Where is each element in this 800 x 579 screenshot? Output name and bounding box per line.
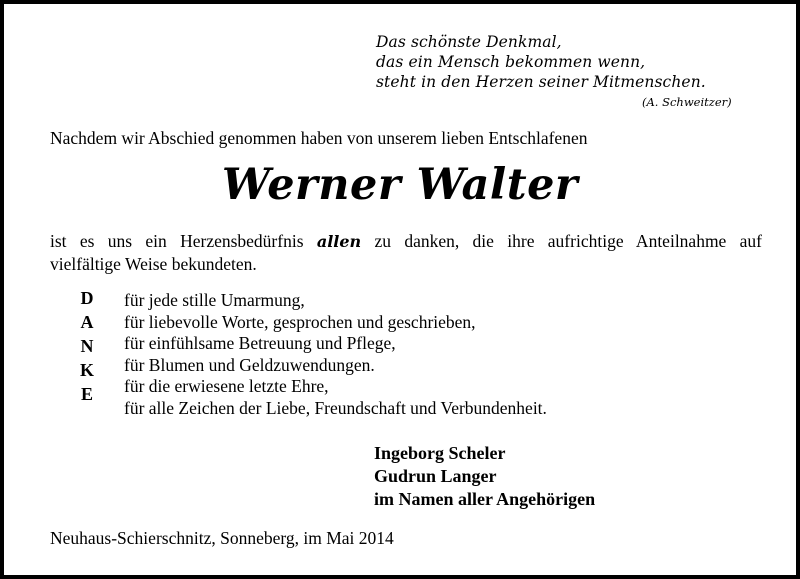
thanks-line: vielfältige Weise bekundeten. <box>50 254 257 274</box>
quote-author: (A. Schweitzer) <box>642 95 732 109</box>
quote-line: Das schönste Denkmal, <box>376 33 562 51</box>
signature-name: Gudrun Langer <box>374 466 497 486</box>
danke-item: für jede stille Umarmung, <box>124 290 305 310</box>
quote-line: das ein Mensch bekommen wenn, <box>376 53 646 71</box>
danke-letter: D <box>80 288 94 308</box>
danke-letter: N <box>80 336 94 356</box>
danke-letter: A <box>80 312 94 332</box>
thanks-emphasis: allen <box>316 232 362 251</box>
danke-acrostic <box>72 286 102 406</box>
danke-item: für einfühlsame Betreuung und Pflege, <box>124 333 396 353</box>
signature-name: Ingeborg Scheler <box>374 443 506 463</box>
danke-item: für die erwiesene letzte Ehre, <box>124 376 329 396</box>
danke-item: für alle Zeichen der Liebe, Freundschaft und Verbundenheit. <box>124 397 547 418</box>
danke-list <box>124 290 547 419</box>
deceased-name: Werner Walter <box>221 160 579 210</box>
thanks-line <box>50 230 762 253</box>
quote-line: steht in den Herzen seiner Mitmenschen. <box>376 73 706 91</box>
place-and-date: Neuhaus-Schierschnitz, Sonneberg, im Mai 2014 <box>50 528 394 548</box>
thanks-paragraph <box>50 230 762 275</box>
intro-text: Nachdem wir Abschied genommen haben von unserem lieben Entschlafenen <box>50 128 588 148</box>
signature-block <box>374 442 595 511</box>
danke-item: für Blumen und Geldzuwendungen. <box>124 354 375 375</box>
thanks-text: ist es uns ein Herzensbedürfnis <box>50 231 317 251</box>
quote-block <box>376 32 766 92</box>
danke-letter: K <box>79 360 94 380</box>
danke-item: für liebevolle Worte, gesprochen und geschrieben, <box>124 311 476 332</box>
danke-letter: E <box>80 384 93 404</box>
thanks-text: zu danken, die ihre aufrichtige Anteilnahme auf <box>361 231 762 251</box>
signature-note: im Namen aller Angehörigen <box>374 489 596 509</box>
